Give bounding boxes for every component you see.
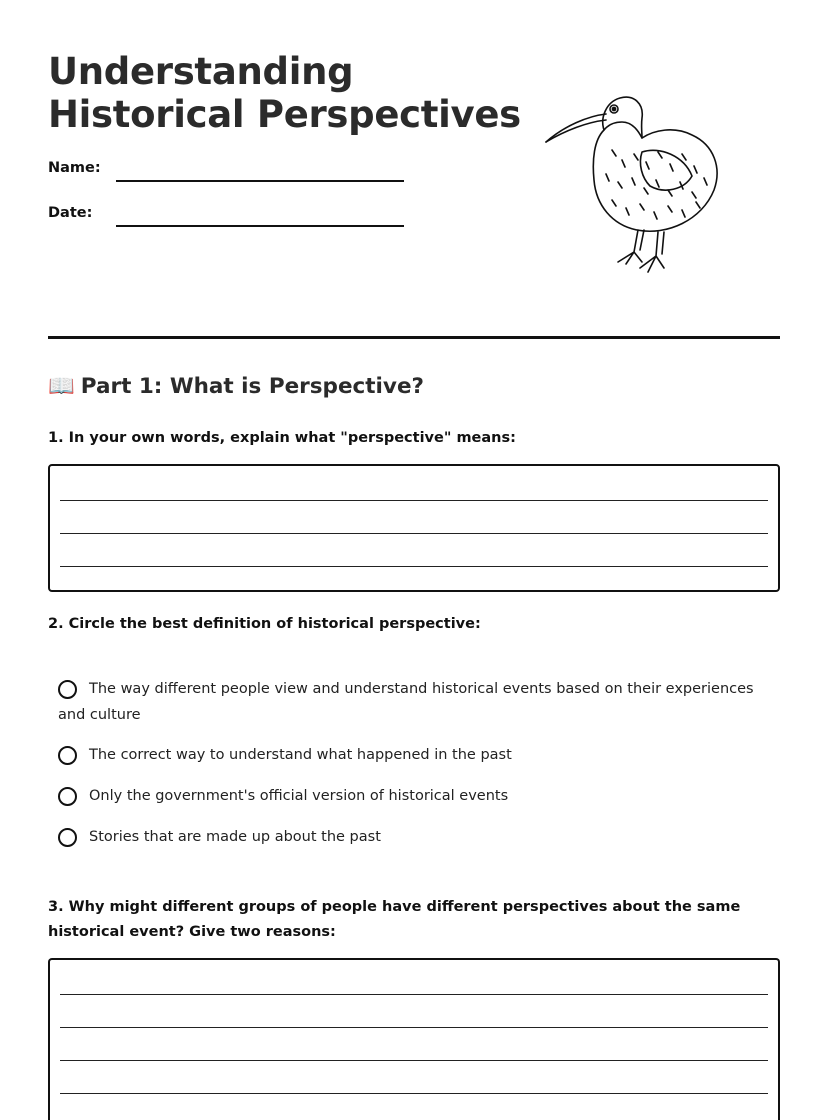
writing-line bbox=[60, 1093, 768, 1094]
option-3[interactable] bbox=[58, 783, 758, 809]
worksheet-page bbox=[48, 0, 780, 1118]
name-label: Name: bbox=[48, 160, 101, 176]
part1-title: Part 1: What is Perspective? bbox=[80, 374, 424, 399]
answer-box-1[interactable] bbox=[48, 464, 780, 592]
option-1[interactable] bbox=[58, 676, 758, 728]
writing-line bbox=[60, 1060, 768, 1061]
option-1-text: The way different people view and understand historical events based on their experiences and culture bbox=[58, 681, 754, 723]
book-icon: 📖 bbox=[48, 374, 75, 399]
page-title bbox=[48, 50, 521, 136]
title-line-2: Historical Perspectives bbox=[48, 93, 521, 136]
title-line-1: Understanding bbox=[48, 50, 354, 93]
radio-circle-icon[interactable] bbox=[58, 746, 77, 765]
name-field[interactable] bbox=[48, 160, 408, 190]
option-2[interactable] bbox=[58, 742, 758, 768]
question-3: 3. Why might different groups of people have different perspectives about the same historical event? Give two reasons: bbox=[48, 899, 741, 940]
date-label: Date: bbox=[48, 205, 93, 221]
date-line[interactable] bbox=[116, 225, 404, 227]
question-1: 1. In your own words, explain what "perspective" means: bbox=[48, 430, 516, 446]
part1-heading bbox=[48, 374, 424, 399]
option-4-text: Stories that are made up about the past bbox=[89, 829, 381, 845]
option-4[interactable] bbox=[58, 824, 758, 850]
name-line[interactable] bbox=[116, 180, 404, 182]
writing-line bbox=[60, 566, 768, 567]
radio-circle-icon[interactable] bbox=[58, 787, 77, 806]
option-2-text: The correct way to understand what happened in the past bbox=[89, 747, 512, 763]
writing-line bbox=[60, 1027, 768, 1028]
answer-box-3[interactable] bbox=[48, 958, 780, 1120]
writing-line bbox=[60, 533, 768, 534]
radio-circle-icon[interactable] bbox=[58, 828, 77, 847]
date-field[interactable] bbox=[48, 205, 408, 235]
question-2: 2. Circle the best definition of historical perspective: bbox=[48, 616, 481, 632]
kiwi-bird-icon bbox=[542, 90, 722, 280]
writing-line bbox=[60, 994, 768, 995]
radio-circle-icon[interactable] bbox=[58, 680, 77, 699]
option-3-text: Only the government's official version of historical events bbox=[89, 788, 509, 804]
header-divider bbox=[48, 336, 780, 339]
writing-line bbox=[60, 500, 768, 501]
